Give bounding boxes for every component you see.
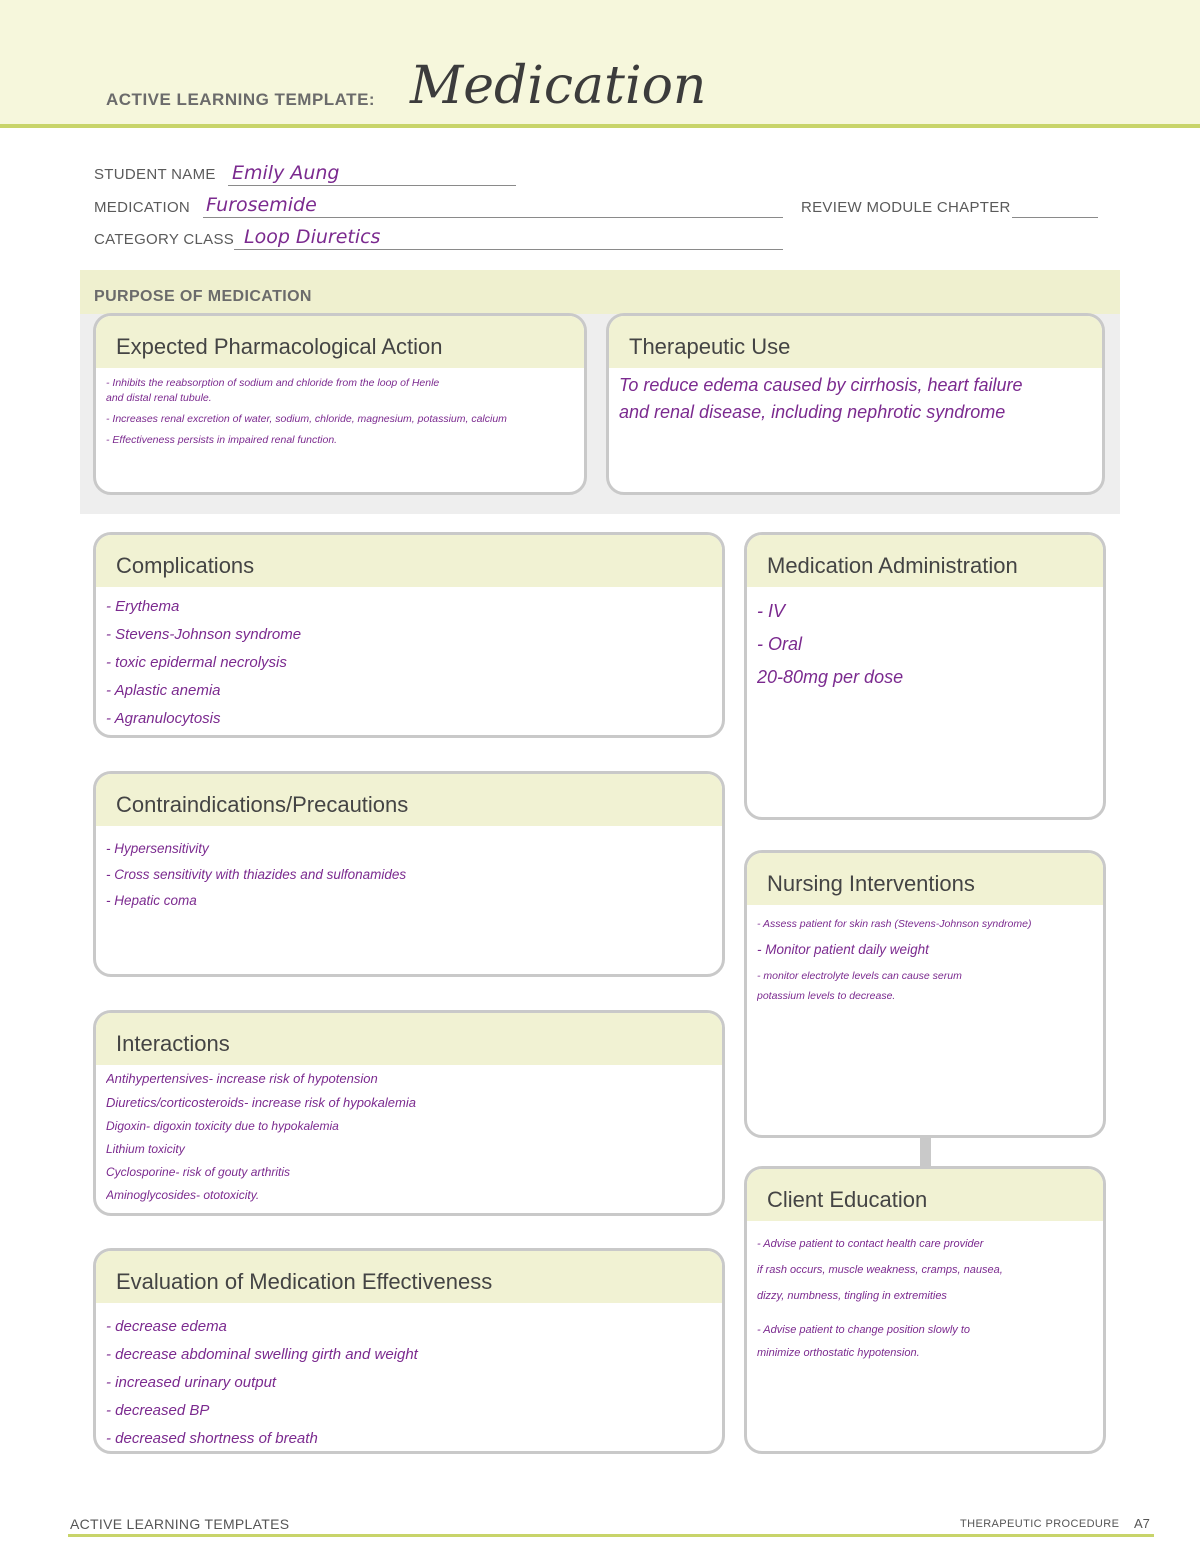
purpose-label: PURPOSE OF MEDICATION xyxy=(94,288,312,305)
evaluation-item: - decrease abdominal swelling girth and weight xyxy=(106,1346,418,1363)
expected-action-line: - Increases renal excretion of water, sodium, chloride, magnesium, potassium, calcium xyxy=(106,413,507,425)
therapeutic-use-title: Therapeutic Use xyxy=(609,316,1102,368)
footer-rule xyxy=(68,1534,1154,1537)
medication-administration-card xyxy=(744,532,1106,820)
medication-administration-title: Medication Administration xyxy=(747,535,1103,587)
review-module-row xyxy=(801,199,1011,216)
page-title: Medication xyxy=(410,56,707,116)
card-connector xyxy=(920,1136,931,1166)
interaction-item: Aminoglycosides- ototoxicity. xyxy=(106,1188,260,1202)
evaluation-body[interactable] xyxy=(96,1303,722,1453)
education-item: dizzy, numbness, tingling in extremities xyxy=(757,1290,947,1302)
complication-item: - Erythema xyxy=(106,598,180,615)
contraindication-item: - Hepatic coma xyxy=(106,893,197,908)
student-name-label: STUDENT NAME xyxy=(94,166,216,183)
intervention-item: - monitor electrolyte levels can cause serum xyxy=(757,970,962,982)
administration-item: - Oral xyxy=(757,634,802,654)
student-name-row xyxy=(94,166,216,183)
evaluation-item: - decrease edema xyxy=(106,1318,227,1335)
medication-value[interactable]: Furosemide xyxy=(206,194,317,216)
contraindications-card xyxy=(93,771,725,977)
page-number: A7 xyxy=(1134,1516,1150,1531)
category-class-value[interactable]: Loop Diuretics xyxy=(244,226,381,248)
education-item: if rash occurs, muscle weakness, cramps, nausea, xyxy=(757,1264,1003,1276)
interaction-item: Digoxin- digoxin toxicity due to hypokalemia xyxy=(106,1119,339,1133)
interactions-card xyxy=(93,1010,725,1216)
contraindication-item: - Cross sensitivity with thiazides and sulfonamides xyxy=(106,867,407,882)
medication-administration-body[interactable] xyxy=(747,587,1103,694)
header-rule xyxy=(0,124,1200,128)
evaluation-card xyxy=(93,1248,725,1454)
expected-action-line: and distal renal tubule. xyxy=(106,392,212,404)
complication-item: - Stevens-Johnson syndrome xyxy=(106,626,302,643)
intervention-item: potassium levels to decrease. xyxy=(757,990,896,1002)
student-name-value[interactable]: Emily Aung xyxy=(232,162,340,184)
interaction-item: Lithium toxicity xyxy=(106,1142,185,1156)
intervention-item: - Assess patient for skin rash (Stevens-Johnson syndrome) xyxy=(757,918,1032,930)
client-education-title: Client Education xyxy=(747,1169,1103,1221)
expected-action-line: - Effectiveness persists in impaired renal function. xyxy=(106,434,338,446)
contraindications-body[interactable] xyxy=(96,826,722,914)
client-education-body[interactable] xyxy=(747,1221,1103,1363)
footer-left-label: ACTIVE LEARNING TEMPLATES xyxy=(70,1516,290,1532)
complications-body[interactable] xyxy=(96,587,722,733)
category-class-label: CATEGORY CLASS xyxy=(94,231,235,248)
nursing-interventions-body[interactable] xyxy=(747,905,1103,1004)
administration-item: 20-80mg per dose xyxy=(757,667,904,687)
contraindication-item: - Hypersensitivity xyxy=(106,841,209,856)
interaction-item: Diuretics/corticosteroids- increase risk of hypokalemia xyxy=(106,1095,416,1110)
expected-action-card xyxy=(93,313,587,495)
nursing-interventions-title: Nursing Interventions xyxy=(747,853,1103,905)
therapeutic-use-line: and renal disease, including nephrotic syndrome xyxy=(619,402,1006,422)
interactions-body[interactable] xyxy=(96,1065,722,1207)
nursing-interventions-card xyxy=(744,850,1106,1138)
complication-item: - Agranulocytosis xyxy=(106,710,221,727)
contraindications-title: Contraindications/Precautions xyxy=(96,774,722,826)
category-class-row xyxy=(94,231,234,248)
education-item: minimize orthostatic hypotension. xyxy=(757,1347,920,1359)
medication-label: MEDICATION xyxy=(94,199,191,216)
review-module-label: REVIEW MODULE CHAPTER xyxy=(801,199,1011,216)
therapeutic-use-body[interactable] xyxy=(609,368,1102,426)
interaction-item: Cyclosporine- risk of gouty arthritis xyxy=(106,1165,291,1179)
medication-row xyxy=(94,199,190,216)
evaluation-title: Evaluation of Medication Effectiveness xyxy=(96,1251,722,1303)
footer-right-label: THERAPEUTIC PROCEDURE xyxy=(960,1518,1120,1530)
education-item: - Advise patient to contact health care provider xyxy=(757,1238,984,1250)
complication-item: - toxic epidermal necrolysis xyxy=(106,654,287,671)
evaluation-item: - decreased BP xyxy=(106,1402,210,1419)
review-module-line[interactable] xyxy=(1012,198,1098,218)
complications-card xyxy=(93,532,725,738)
therapeutic-use-line: To reduce edema caused by cirrhosis, heart failure xyxy=(619,375,1023,395)
expected-action-body[interactable] xyxy=(96,368,584,448)
client-education-card xyxy=(744,1166,1106,1454)
complications-title: Complications xyxy=(96,535,722,587)
complication-item: - Aplastic anemia xyxy=(106,682,221,699)
expected-action-line: - Inhibits the reabsorption of sodium and chloride from the loop of Henle xyxy=(106,377,440,389)
evaluation-item: - increased urinary output xyxy=(106,1374,277,1391)
interactions-title: Interactions xyxy=(96,1013,722,1065)
template-label: ACTIVE LEARNING TEMPLATE: xyxy=(106,90,376,109)
therapeutic-use-card xyxy=(606,313,1105,495)
intervention-item: - Monitor patient daily weight xyxy=(757,942,929,957)
administration-item: - IV xyxy=(757,601,786,621)
evaluation-item: - decreased shortness of breath xyxy=(106,1430,318,1447)
interaction-item: Antihypertensives- increase risk of hypotension xyxy=(106,1071,378,1086)
expected-action-title: Expected Pharmacological Action xyxy=(96,316,584,368)
education-item: - Advise patient to change position slowly to xyxy=(757,1324,970,1336)
